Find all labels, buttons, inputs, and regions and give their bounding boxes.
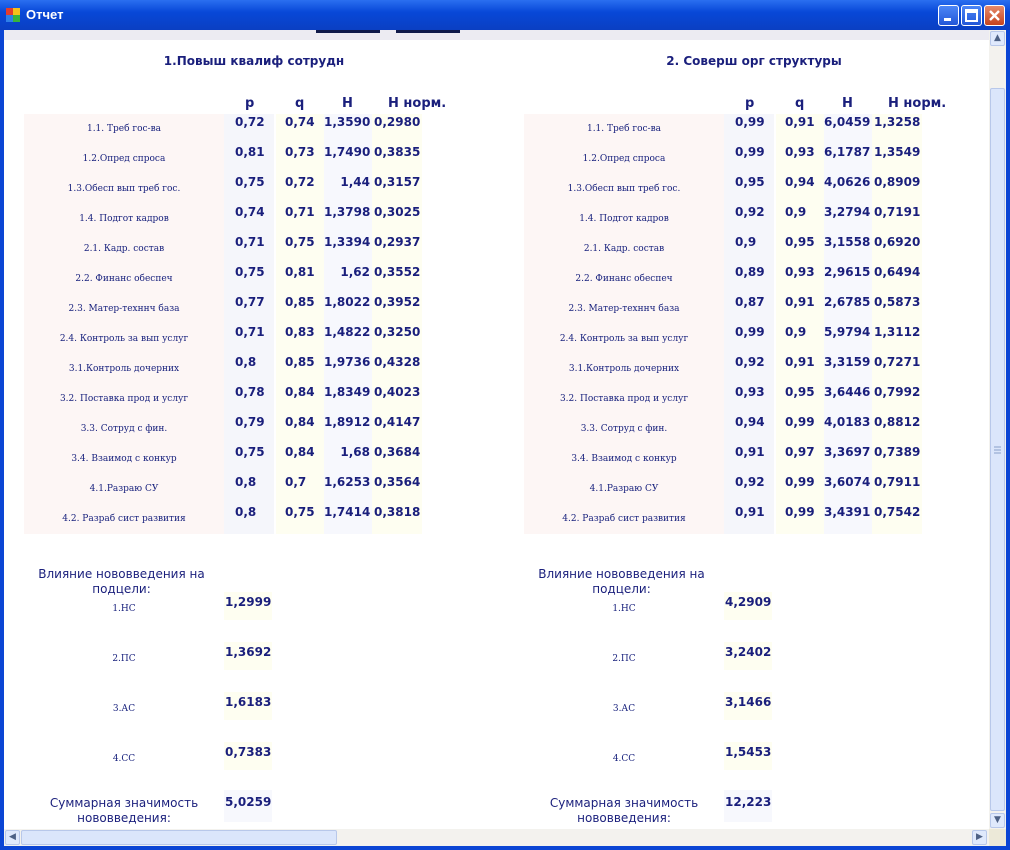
table-cell: 1,3394 [324, 235, 371, 249]
row-label: 2.4. Контроль за вып услуг [59, 334, 189, 344]
subgoal-value: 3,2402 [725, 645, 772, 659]
subgoal-label: 2.ПС [112, 654, 136, 664]
table-cell: 0,74 [235, 205, 265, 219]
table-cell: 0,93 [735, 385, 765, 399]
table-cell: 0,7911 [874, 475, 921, 489]
table-cell: 0,72 [235, 115, 265, 129]
table-cell: 0,79 [235, 415, 265, 429]
table-cell: 3,3159 [824, 355, 871, 369]
row-label: 2.1. Кадр. состав [583, 244, 665, 254]
table-cell: 0,8909 [874, 175, 921, 189]
table-cell: 3,3697 [824, 445, 871, 459]
table-cell: 6,0459 [824, 115, 871, 129]
row-label: 1.1. Треб гос-ва [86, 124, 162, 134]
subgoal-label: 4.СС [612, 754, 636, 764]
row-label: 2.3. Матер-техннч база [68, 304, 180, 314]
table-cell: 0,81 [285, 265, 315, 279]
subgoal-label: 1.НС [112, 604, 136, 614]
horizontal-scroll-thumb[interactable] [21, 830, 337, 845]
table-cell: 0,75 [285, 235, 315, 249]
table-cell: 0,3250 [374, 325, 421, 339]
subgoal-label: 2.ПС [612, 654, 636, 664]
table-cell: 0,74 [285, 115, 315, 129]
table-cell: 2,9615 [824, 265, 871, 279]
scroll-left-button[interactable] [5, 830, 20, 845]
subgoal-value: 0,7383 [225, 745, 272, 759]
table-cell: 1,44 [340, 175, 370, 189]
row-label: 1.2.Опред спроса [82, 154, 166, 164]
influence-title: Влияние нововведения на подцели: [38, 567, 205, 596]
table-cell: 1,7414 [324, 505, 371, 519]
row-label: 1.3.Обесп вып треб гос. [567, 184, 681, 194]
table-cell: 1,3798 [324, 205, 371, 219]
table-cell: 0,75 [235, 265, 265, 279]
row-label: 2.2. Финанс обеспеч [575, 274, 673, 284]
table-cell: 0,3818 [374, 505, 421, 519]
table-cell: 0,92 [735, 205, 765, 219]
subgoal-value: 4,2909 [725, 595, 772, 609]
window-frame-right [1006, 30, 1010, 850]
table-cell: 0,99 [735, 145, 765, 159]
table-cell: 0,77 [235, 295, 265, 309]
table-cell: 0,75 [285, 505, 315, 519]
row-label: 3.3. Сотруд с фин. [80, 424, 168, 434]
table-cell: 0,91 [785, 355, 815, 369]
close-button[interactable] [984, 5, 1005, 26]
column-header: q [795, 96, 805, 111]
table-cell: 6,1787 [824, 145, 871, 159]
row-label: 2.3. Матер-техннч база [568, 304, 680, 314]
table-cell: 0,84 [285, 415, 315, 429]
table-cell: 3,6074 [824, 475, 871, 489]
subgoal-label: 1.НС [612, 604, 636, 614]
scroll-left-icon: ◀ [9, 832, 16, 842]
row-label: 1.2.Опред спроса [582, 154, 666, 164]
table-cell: 0,9 [735, 235, 757, 249]
column-header: H [342, 96, 353, 111]
table-cell: 0,91 [785, 295, 815, 309]
table-cell: 0,81 [235, 145, 265, 159]
table-cell: 0,94 [735, 415, 765, 429]
column-header: p [745, 96, 755, 111]
table-cell: 0,99 [785, 505, 815, 519]
horizontal-scrollbar[interactable] [4, 829, 989, 846]
table-cell: 0,84 [285, 445, 315, 459]
table-cell: 0,8 [235, 475, 257, 489]
table-cell: 0,3025 [374, 205, 421, 219]
row-label: 2.4. Контроль за вып услуг [559, 334, 689, 344]
total-value: 12,223 [725, 795, 772, 809]
table-cell: 0,92 [735, 475, 765, 489]
table-cell: 0,7191 [874, 205, 921, 219]
table-cell: 0,94 [785, 175, 815, 189]
table-cell: 0,5873 [874, 295, 921, 309]
table-cell: 0,3835 [374, 145, 421, 159]
row-label: 3.3. Сотруд с фин. [580, 424, 668, 434]
table-cell: 0,84 [285, 385, 315, 399]
column-header: q [295, 96, 305, 111]
minimize-button[interactable] [938, 5, 959, 26]
subgoal-value: 1,5453 [725, 745, 772, 759]
vertical-scroll-thumb[interactable] [990, 88, 1005, 811]
table-cell: 0,91 [785, 115, 815, 129]
maximize-icon [962, 6, 981, 25]
row-label: 4.1.Разраю СУ [89, 484, 159, 494]
row-label: 3.4. Взаимод с конкур [71, 454, 177, 464]
label-column-bg [24, 114, 224, 534]
table-cell: 0,4023 [374, 385, 421, 399]
table-cell: 0,3952 [374, 295, 421, 309]
total-value: 5,0259 [225, 795, 272, 809]
scroll-down-icon: ▼ [994, 815, 1001, 825]
app-icon [6, 8, 20, 22]
table-cell: 0,93 [785, 265, 815, 279]
table-cell: 1,62 [340, 265, 370, 279]
table-cell: 0,4147 [374, 415, 421, 429]
table-cell: 0,99 [735, 115, 765, 129]
table-cell: 4,0626 [824, 175, 871, 189]
table-cell: 0,7542 [874, 505, 921, 519]
table-cell: 0,95 [785, 385, 815, 399]
table-cell: 0,2937 [374, 235, 421, 249]
scroll-corner [989, 829, 1006, 846]
table-cell: 0,9 [785, 205, 807, 219]
row-label: 4.2. Разраб сист развития [562, 514, 686, 524]
table-cell: 1,8349 [324, 385, 371, 399]
column-header: H [842, 96, 853, 111]
table-cell: 3,1558 [824, 235, 871, 249]
subgoal-value: 1,6183 [225, 695, 272, 709]
table-cell: 0,99 [785, 415, 815, 429]
table-cell: 0,4328 [374, 355, 421, 369]
subgoal-label: 3.АС [112, 704, 136, 714]
grip-icon [991, 446, 1004, 455]
row-label: 1.3.Обесп вып треб гос. [67, 184, 181, 194]
scroll-down-button[interactable] [990, 813, 1005, 828]
table-cell: 0,3157 [374, 175, 421, 189]
table-cell: 2,6785 [824, 295, 871, 309]
row-label: 3.4. Взаимод с конкур [571, 454, 677, 464]
window-title: Отчет [26, 7, 64, 22]
table-cell: 0,71 [285, 205, 315, 219]
table-cell: 0,3684 [374, 445, 421, 459]
table-cell: 0,99 [735, 325, 765, 339]
column-header: H норм. [388, 96, 447, 111]
total-label: Суммарная значимость нововведения: [549, 796, 699, 825]
table-cell: 0,78 [235, 385, 265, 399]
table-cell: 0,97 [785, 445, 815, 459]
table-cell: 0,3552 [374, 265, 421, 279]
top-strip [4, 30, 989, 40]
table-cell: 0,7271 [874, 355, 921, 369]
row-label: 2.1. Кадр. состав [83, 244, 165, 254]
row-label: 1.1. Треб гос-ва [586, 124, 662, 134]
table-cell: 0,93 [785, 145, 815, 159]
panel-title: 1.Повыш квалиф сотрудн [163, 54, 345, 68]
table-cell: 0,71 [235, 235, 265, 249]
table-cell: 0,6920 [874, 235, 921, 249]
column-header: p [245, 96, 255, 111]
table-cell: 0,99 [785, 475, 815, 489]
row-label: 4.1.Разраю СУ [589, 484, 659, 494]
table-cell: 0,85 [285, 295, 315, 309]
table-cell: 0,92 [735, 355, 765, 369]
close-icon [985, 6, 1004, 25]
report-area [4, 30, 1006, 846]
table-cell: 1,4822 [324, 325, 371, 339]
window-frame-bottom [0, 846, 1010, 850]
table-cell: 1,3549 [874, 145, 921, 159]
table-cell: 1,8912 [324, 415, 371, 429]
scroll-up-icon: ▲ [994, 33, 1001, 43]
panel-title: 2. Соверш орг структуры [666, 54, 842, 68]
table-cell: 0,2980 [374, 115, 421, 129]
row-label: 3.1.Контроль дочерних [568, 364, 680, 374]
table-cell: 0,8 [235, 355, 257, 369]
scroll-right-button[interactable] [972, 830, 987, 845]
table-cell: 0,9 [785, 325, 807, 339]
row-label: 1.4. Подгот кадров [579, 214, 669, 224]
table-cell: 4,0183 [824, 415, 871, 429]
table-cell: 5,9794 [824, 325, 871, 339]
table-cell: 1,3258 [874, 115, 921, 129]
table-cell: 1,3590 [324, 115, 371, 129]
table-cell: 0,8812 [874, 415, 921, 429]
table-cell: 0,3564 [374, 475, 421, 489]
table-cell: 3,2794 [824, 205, 871, 219]
table-cell: 0,72 [285, 175, 315, 189]
table-cell: 0,7992 [874, 385, 921, 399]
table-cell: 0,95 [735, 175, 765, 189]
label-column-bg [524, 114, 724, 534]
table-cell: 0,7 [285, 475, 307, 489]
table-cell: 0,85 [285, 355, 315, 369]
row-label: 3.2. Поставка прод и услуг [59, 394, 189, 404]
table-cell: 0,75 [235, 175, 265, 189]
column-header: H норм. [888, 96, 947, 111]
subgoal-value: 3,1466 [725, 695, 772, 709]
table-cell: 3,4391 [824, 505, 871, 519]
row-label: 3.2. Поставка прод и услуг [559, 394, 689, 404]
row-label: 3.1.Контроль дочерних [68, 364, 180, 374]
subgoal-value: 1,2999 [225, 595, 272, 609]
row-label: 2.2. Финанс обеспеч [75, 274, 173, 284]
minimize-icon [939, 6, 958, 25]
row-label: 1.4. Подгот кадров [79, 214, 169, 224]
table-cell: 1,8022 [324, 295, 371, 309]
table-cell: 0,71 [235, 325, 265, 339]
subgoal-label: 4.СС [112, 754, 136, 764]
table-cell: 1,3112 [874, 325, 921, 339]
table-cell: 0,6494 [874, 265, 921, 279]
title-bar[interactable] [0, 0, 1010, 30]
table-cell: 1,68 [340, 445, 370, 459]
table-cell: 1,6253 [324, 475, 371, 489]
influence-title: Влияние нововведения на подцели: [538, 567, 705, 596]
subgoal-label: 3.АС [612, 704, 636, 714]
table-cell: 0,7389 [874, 445, 921, 459]
table-cell: 0,91 [735, 505, 765, 519]
table-cell: 0,89 [735, 265, 765, 279]
table-cell: 3,6446 [824, 385, 871, 399]
table-cell: 0,73 [285, 145, 315, 159]
scroll-right-icon: ▶ [976, 832, 983, 842]
table-cell: 1,9736 [324, 355, 371, 369]
table-cell: 1,7490 [324, 145, 371, 159]
table-cell: 0,83 [285, 325, 315, 339]
table-cell: 0,75 [235, 445, 265, 459]
total-label: Суммарная значимость нововведения: [49, 796, 199, 825]
table-cell: 0,8 [235, 505, 257, 519]
table-cell: 0,91 [735, 445, 765, 459]
scroll-up-button[interactable] [990, 31, 1005, 46]
table-cell: 0,87 [735, 295, 765, 309]
subgoal-value: 1,3692 [225, 645, 272, 659]
vertical-scrollbar[interactable] [989, 30, 1006, 829]
row-label: 4.2. Разраб сист развития [62, 514, 186, 524]
maximize-button[interactable] [961, 5, 982, 26]
table-cell: 0,95 [785, 235, 815, 249]
